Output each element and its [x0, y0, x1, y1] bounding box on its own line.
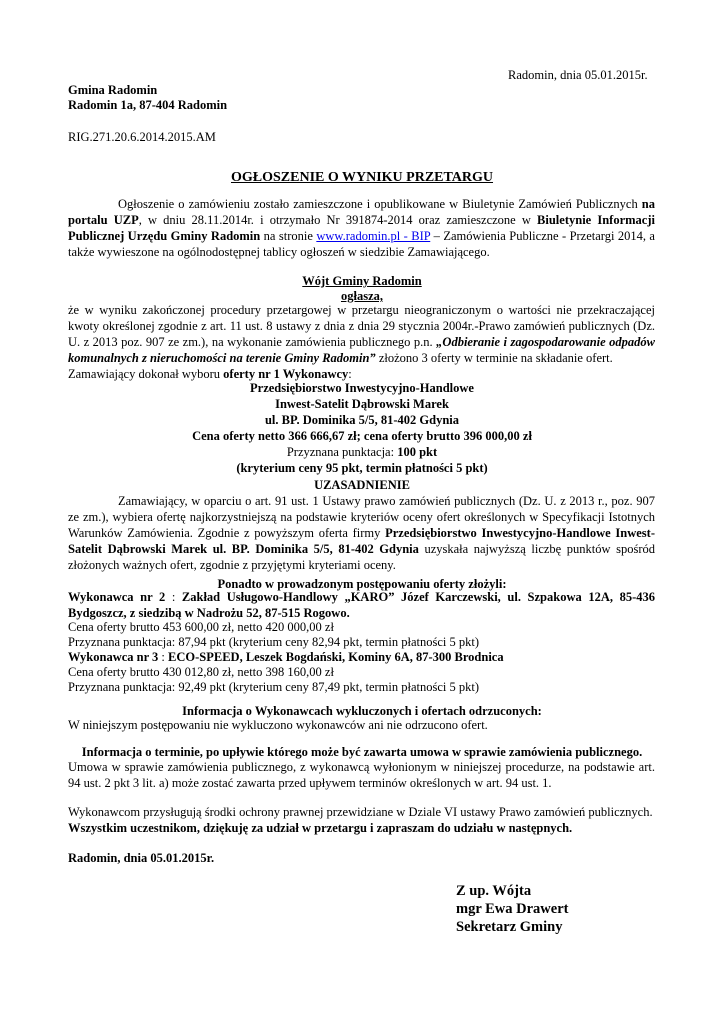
winner-line-3: ul. BP. Dominika 5/5, 81-402 Gdynia: [264, 413, 460, 427]
excluded-text: W niniejszym postępowaniu nie wykluczono wykonawców ani nie odrzucono ofert.: [68, 718, 488, 732]
place-date: Radomin, dnia 05.01.2015r.: [508, 68, 648, 82]
page-title: OGŁOSZENIE O WYNIKU PRZETARGU: [230, 170, 494, 185]
remedies-text: Wykonawcom przysługują środki ochrony prawnej przewidziane w Dziale VI ustawy Prawo zamówień publicznych.: [68, 805, 653, 819]
term-text: Umowa w sprawie zamówienia publicznego, z wykonawcą wyłonionym w niniejszej procedurze, na podstawie art. 94 ust. 2 pkt 3 lit. a) może zostać zawarta przed upływem terminów określonych w art. 94 ust. 1.: [68, 760, 655, 790]
contractor-2: Wykonawca nr 2 : Zakład Usługowo-Handlowy „KARO” Józef Karczewski, ul. Szpakowa 12A, 85-436 Bydgoszcz, z siedzibą w Nadrożu 52, 87-515 Rogowo.: [68, 590, 655, 620]
announcement-paragraph: że w wyniku zakończonej procedury przetargowej w przetargu nieograniczonym o wartości nie przekraczającej kwoty określonej zgodnie z art. 11 ust. 8 ustawy z dnia z dnia 29 stycznia 2004r.-Prawo zamówień publicznych (Dz. U. z 2013 poz. 907 ze zm.), na wykonanie zamówienia publicznego p.n. „Odbieranie i zagospodarowanie odpadów komunalnych z nieruchomości na terenie Gminy Radomin” złożono 3 oferty w terminie na składanie ofert. Zamawiający dokonał wyboru oferty nr 1 Wykonawcy:: [68, 303, 655, 381]
org-name: Gmina Radomin: [68, 83, 158, 97]
other-offers-heading: Ponadto w prowadzonym postępowaniu oferty złożyli:: [217, 577, 507, 591]
closing-place-date: Radomin, dnia 05.01.2015r.: [68, 851, 215, 865]
winner-price: Cena oferty netto 366 666,67 zł; cena oferty brutto 396 000,00 zł: [192, 429, 532, 443]
justification-heading: UZASADNIENIE: [314, 478, 410, 492]
contractor-3-price: Cena oferty brutto 430 012,80 zł, netto 398 160,00 zł: [68, 665, 334, 679]
bip-link[interactable]: www.radomin.pl - BIP: [316, 229, 431, 243]
winner-line-1: Przedsiębiorstwo Inwestycyjno-Handlowe: [250, 381, 474, 395]
intro-paragraph: Ogłoszenie o zamówieniu zostało zamieszczone i opublikowane w Biuletynie Zamówień Publicznych na portalu UZP, w dniu 28.11.2014r. i otrzymało Nr 391874-2014 oraz zamieszczone w Biuletynie Informacji Publicznej Urzędu Gminy Radomin na stronie www.radomin.pl - BIP – Zamówienia Publiczne - Przetargi 2014, a także wywieszone na ogólnodostępnej tablicy ogłoszeń w siedzibie Zamawiającego.: [68, 197, 655, 259]
justification-paragraph: Zamawiający, w oparciu o art. 91 ust. 1 Ustawy prawo zamówień publicznych (Dz. U. z 2013 r., poz. 907 ze zm.), wybiera ofertę najkorzystniejszą na podstawie kryteriów oceny ofert określonych w Specyfikacji Istotnych Warunków Zamówienia. Zgodnie z powyższym oferta firmy Przedsiębiorstwo Inwestycyjno-Handlowe Inwest-Satelit Dąbrowski Marek ul. BP. Dominika 5/5, 81-402 Gdynia uzyskała najwyższą liczbę punktów spośród złożonych ważnych ofert, zgodnie z przyjętymi kryteriami oceny.: [68, 494, 655, 572]
signature-name: mgr Ewa Drawert: [456, 901, 569, 917]
winner-line-2: Inwest-Satelit Dąbrowski Marek: [275, 397, 449, 411]
contractor-3: Wykonawca nr 3 : ECO-SPEED, Leszek Bogdański, Kominy 6A, 87-300 Brodnica: [68, 650, 504, 664]
announcer-verb: ogłasza,: [340, 289, 383, 303]
term-heading: Informacja o terminie, po upływie którego może być zawarta umowa w sprawie zamówienia publicznego.: [81, 745, 643, 759]
contractor-2-points: Przyznana punktacja: 87,94 pkt (kryterium ceny 82,94 pkt, termin płatności 5 pkt): [68, 635, 480, 649]
excluded-heading: Informacja o Wykonawcach wykluczonych i ofertach odrzuconych:: [182, 704, 542, 718]
contractor-3-points: Przyznana punktacja: 92,49 pkt (kryterium ceny 87,49 pkt, termin płatności 5 pkt): [68, 680, 480, 694]
reference-number: RIG.271.20.6.2014.2015.AM: [68, 130, 216, 144]
announcer-name: Wójt Gminy Radomin: [302, 274, 422, 288]
org-address: Radomin 1a, 87-404 Radomin: [68, 98, 228, 112]
winner-block: [0, 380, 724, 476]
signature-line-1: Z up. Wójta: [456, 883, 532, 899]
signature-title: Sekretarz Gminy: [456, 919, 563, 935]
contractor-2-price: Cena oferty brutto 453 600,00 zł, netto 420 000,00 zł: [68, 620, 334, 634]
winner-criteria: (kryterium ceny 95 pkt, termin płatności 5 pkt): [236, 461, 488, 475]
winner-points: Przyznana punktacja: 100 pkt: [286, 445, 438, 459]
thanks-text: Wszystkim uczestnikom, dziękuję za udział w przetargu i zapraszam do udziału w następnych.: [68, 821, 573, 835]
